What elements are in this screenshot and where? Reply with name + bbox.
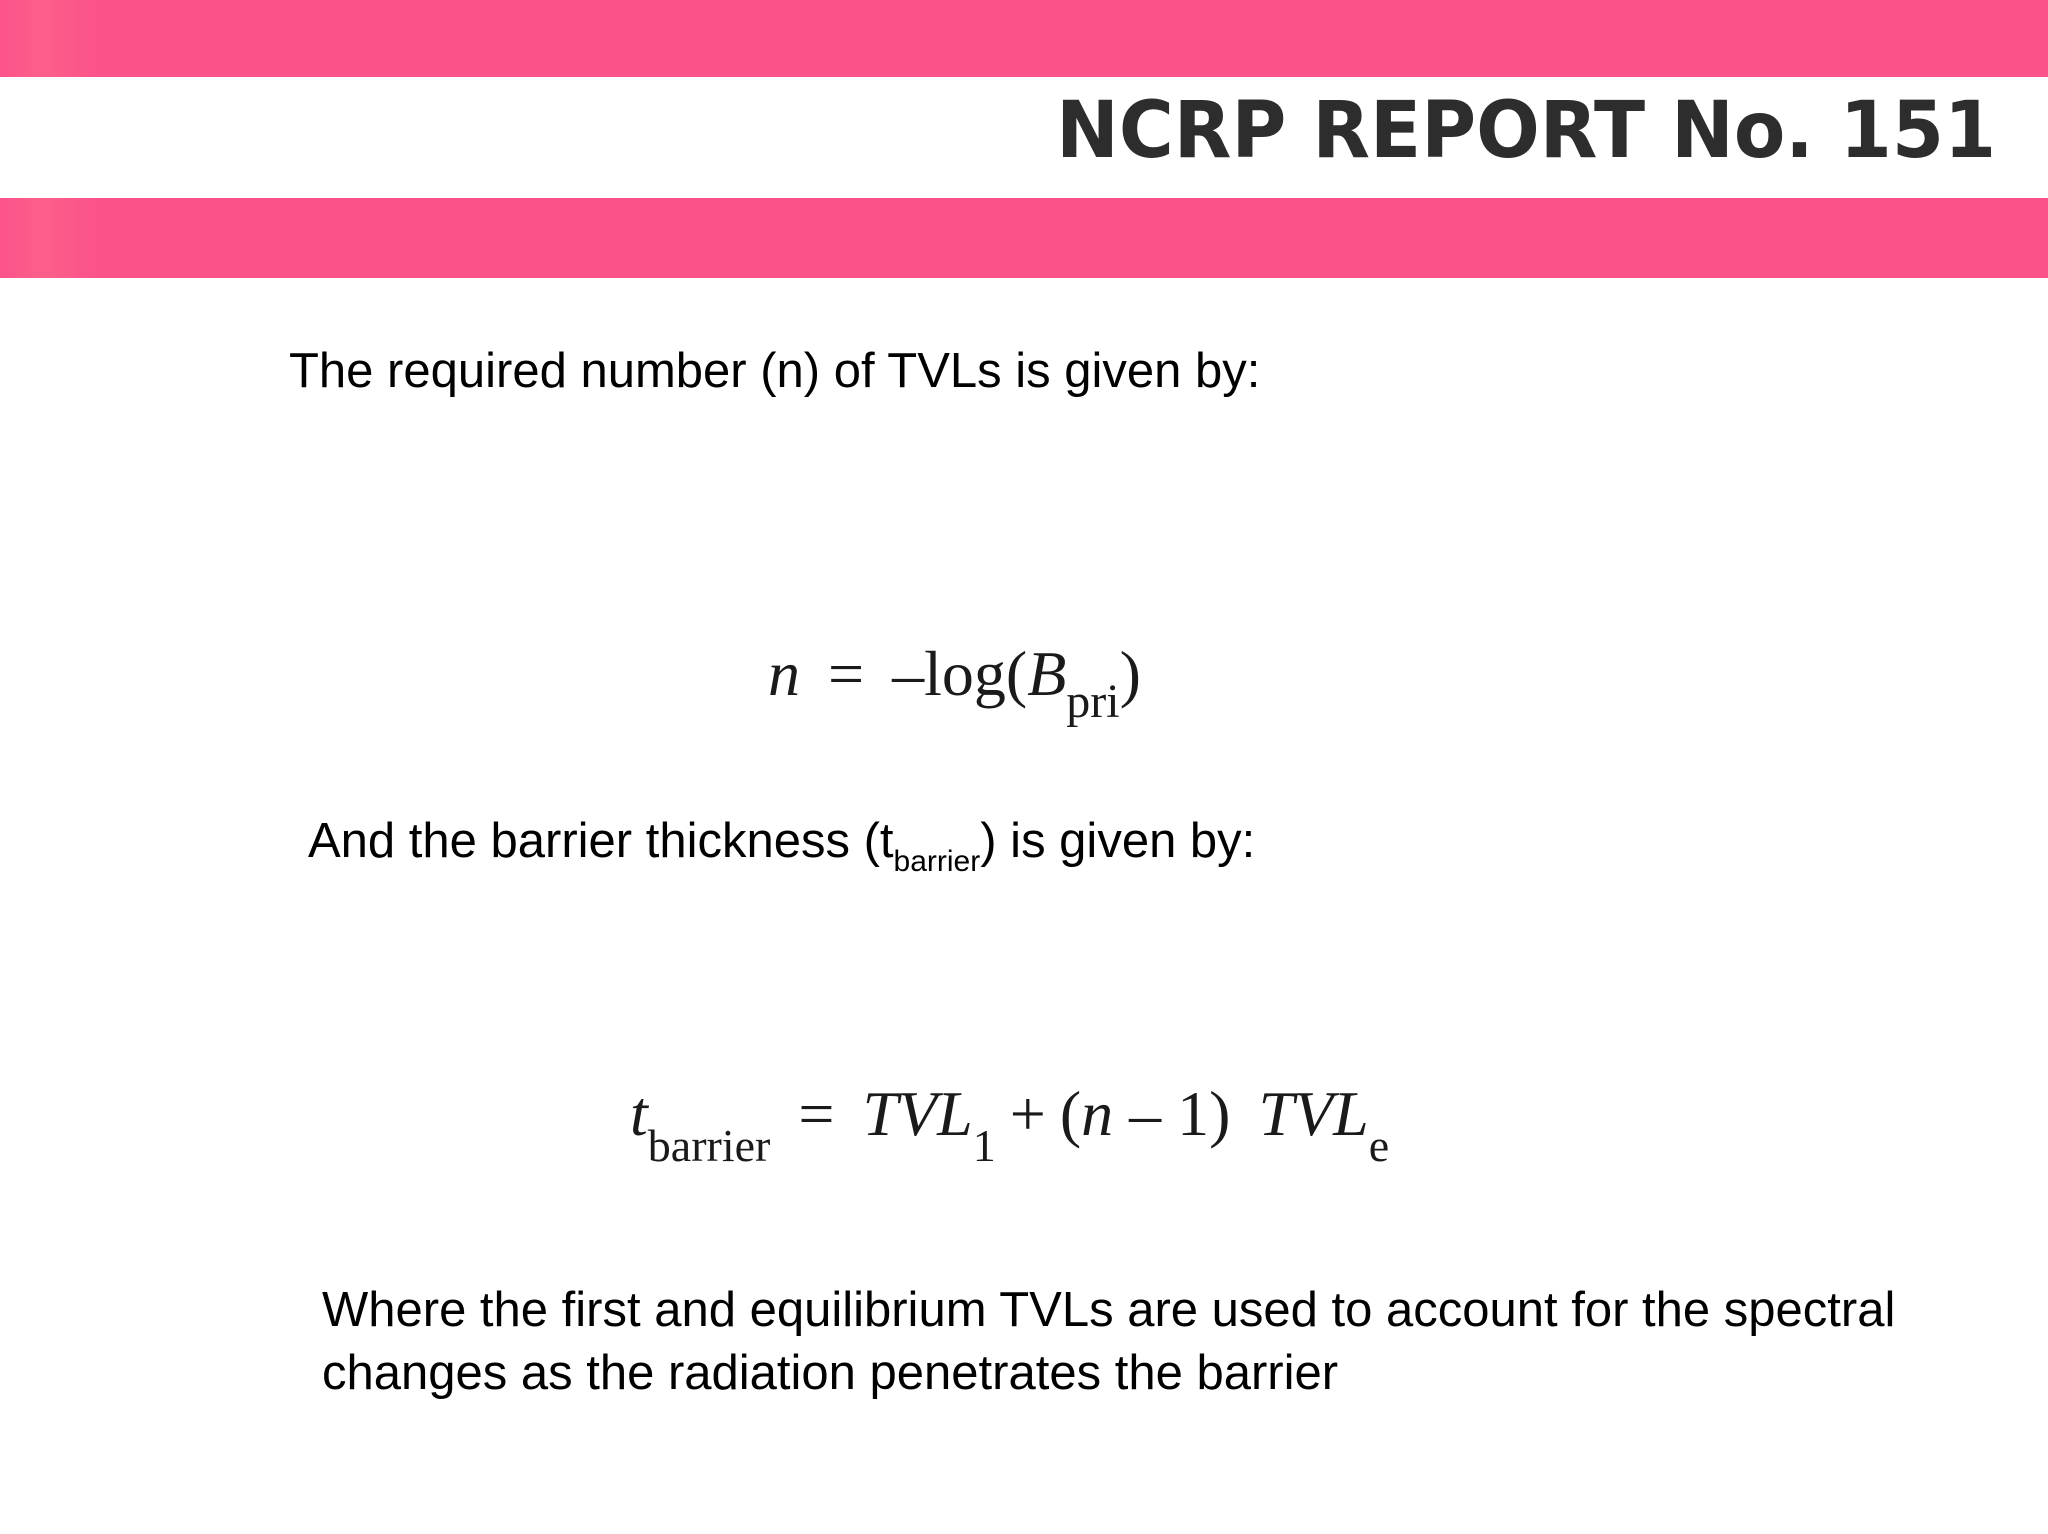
header-bottom-band (0, 198, 2048, 278)
eq2-equals: = (798, 1078, 835, 1149)
barrier-intro-post: ) is given by: (980, 814, 1256, 868)
eq2-term2-sub: e (1368, 1120, 1390, 1171)
header-top-band-edge (0, 0, 100, 77)
header-bottom-band-edge (0, 198, 100, 278)
eq1-rhs-sub: pri (1066, 675, 1120, 728)
eq1-rhs-var: B (1027, 638, 1067, 709)
eq2-minus-one: – 1 (1113, 1078, 1210, 1149)
tvl-count-intro: The required number (n) of TVLs is given by: (289, 344, 1261, 398)
eq2-term2-var: TVL (1258, 1078, 1369, 1149)
eq1-rhs-suffix: ) (1119, 638, 1141, 709)
equation-barrier-thickness (630, 1077, 1390, 1171)
header-top-band (0, 0, 2048, 77)
barrier-intro-sub: barrier (893, 845, 981, 878)
eq2-lhs-sub: barrier (647, 1120, 771, 1171)
barrier-thickness-intro (308, 813, 1256, 878)
eq2-term1-sub: 1 (972, 1120, 996, 1171)
eq1-rhs-prefix: –log( (892, 638, 1028, 709)
footnote-line-2: changes as the radiation penetrates the barrier (322, 1346, 1339, 1400)
eq2-paren-close: ) (1209, 1078, 1231, 1149)
eq2-paren-open: ( (1059, 1078, 1082, 1149)
equation-tvl-count (768, 637, 1141, 728)
eq2-term1-var: TVL (862, 1078, 973, 1149)
footnote-line-1: Where the first and equilibrium TVLs are used to account for the spectral (322, 1283, 1896, 1337)
barrier-intro-pre: And the barrier thickness (t (308, 814, 894, 868)
eq2-lhs-var: t (630, 1078, 648, 1149)
eq1-lhs: n (768, 638, 800, 709)
eq2-plus: + (1009, 1078, 1046, 1149)
report-title: NCRP REPORT No. 151 (1056, 86, 1996, 176)
eq2-n-var: n (1081, 1078, 1114, 1149)
eq1-equals: = (828, 638, 865, 709)
